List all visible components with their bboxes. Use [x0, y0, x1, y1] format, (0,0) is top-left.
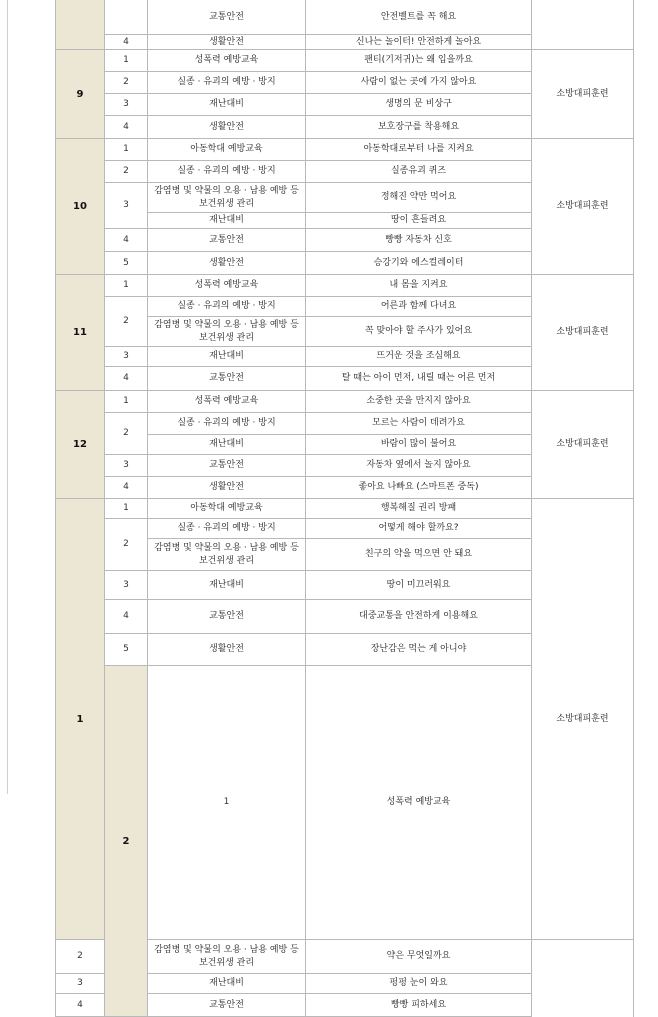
- education-area: 성폭력 예방교육: [148, 391, 306, 413]
- education-area: 감염병 및 약물의 오용 · 남용 예방 등 보건위생 관리: [148, 539, 306, 571]
- education-area: 실종 · 유괴의 예방 · 방지: [148, 519, 306, 539]
- education-topic: 신나는 놀이터! 안전하게 놀아요: [306, 35, 532, 50]
- drill-cell: [532, 0, 634, 50]
- education-topic: 땅이 미끄러워요: [306, 571, 532, 600]
- education-topic: 뜨거운 것을 조심해요: [306, 347, 532, 367]
- table-row: [56, 139, 634, 161]
- drill-cell: 소방대피훈련: [532, 50, 634, 139]
- education-area: 재난대비: [148, 571, 306, 600]
- education-area: 교통안전: [148, 0, 306, 35]
- education-topic: 대중교통을 안전하게 이용해요: [306, 600, 532, 634]
- education-topic: 안전벨트를 꼭 해요: [306, 0, 532, 35]
- week-number: 1: [105, 499, 148, 519]
- week-number: 2: [105, 297, 148, 347]
- education-topic: 꼭 맞아야 할 주사가 있어요: [306, 317, 532, 347]
- table-row: [56, 275, 634, 297]
- week-number: 1: [105, 139, 148, 161]
- education-area: 생활안전: [148, 634, 306, 666]
- education-topic: 승강기와 에스컬레이터: [306, 252, 532, 275]
- education-topic: 탈 때는 아이 먼저, 내릴 때는 어른 먼저: [306, 367, 532, 391]
- education-area: 실종 · 유괴의 예방 · 방지: [148, 413, 306, 435]
- week-number: 4: [105, 600, 148, 634]
- education-topic: 사람이 없는 곳에 가지 않아요: [306, 72, 532, 94]
- education-area: 성폭력 예방교육: [148, 50, 306, 72]
- education-topic: 행복해질 권리 방패: [306, 499, 532, 519]
- education-topic: 실종유괴 퀴즈: [306, 161, 532, 183]
- table-row: [56, 0, 634, 35]
- education-area: 교통안전: [148, 994, 306, 1017]
- week-number: 2: [105, 413, 148, 455]
- education-area: 생활안전: [148, 252, 306, 275]
- education-topic: 약은 무엇일까요: [306, 940, 532, 974]
- education-topic: 아동학대로부터 나를 지켜요: [306, 139, 532, 161]
- education-topic: 친구의 약을 먹으면 안 돼요: [306, 539, 532, 571]
- education-area: 교통안전: [148, 600, 306, 634]
- week-number: 3: [105, 571, 148, 600]
- education-topic: 장난감은 먹는 게 아니야: [306, 634, 532, 666]
- week-number: 4: [105, 35, 148, 50]
- month-cell: 9: [56, 50, 105, 139]
- education-area: 아동학대 예방교육: [148, 499, 306, 519]
- week-number: 1: [105, 50, 148, 72]
- education-area: 재난대비: [148, 213, 306, 229]
- education-topic: 생명의 문 비상구: [306, 94, 532, 116]
- table-row: [56, 391, 634, 413]
- education-area: 생활안전: [148, 35, 306, 50]
- week-number: 4: [56, 994, 105, 1017]
- education-topic: 정해진 약만 먹어요: [306, 183, 532, 213]
- education-topic: 팬티(기저귀)는 왜 입을까요: [306, 50, 532, 72]
- week-number: 4: [105, 229, 148, 252]
- week-number: 3: [105, 347, 148, 367]
- education-topic: 모르는 사람이 데려가요: [306, 413, 532, 435]
- week-number: 4: [105, 367, 148, 391]
- drill-cell: 소방대피훈련: [532, 391, 634, 499]
- education-area: 감염병 및 약물의 오용 · 남용 예방 등 보건위생 관리: [148, 183, 306, 213]
- week-number: 3: [105, 94, 148, 116]
- education-topic: 좋아요 나빠요 (스마트폰 중독): [306, 477, 532, 499]
- education-area: 교통안전: [148, 229, 306, 252]
- week-number: 3: [56, 974, 105, 994]
- education-topic: 어른과 함께 다녀요: [306, 297, 532, 317]
- table-row: [56, 499, 634, 519]
- drill-cell: 소방대피훈련: [532, 499, 634, 940]
- education-topic: 펑펑 눈이 와요: [306, 974, 532, 994]
- education-topic: 내 몸을 지켜요: [306, 275, 532, 297]
- education-topic: 빵빵 자동차 신호: [306, 229, 532, 252]
- education-topic: 땅이 흔들려요: [306, 213, 532, 229]
- drill-cell: 소방대피훈련: [532, 139, 634, 275]
- education-area: 실종 · 유괴의 예방 · 방지: [148, 72, 306, 94]
- education-area: 재난대비: [148, 94, 306, 116]
- month-cell: 11: [56, 275, 105, 391]
- education-topic: 소중한 곳을 만지지 않아요: [306, 391, 532, 413]
- education-area: 감염병 및 약물의 오용 · 남용 예방 등 보건위생 관리: [148, 317, 306, 347]
- month-cell: 10: [56, 139, 105, 275]
- education-area: 실종 · 유괴의 예방 · 방지: [148, 297, 306, 317]
- table-row: [56, 50, 634, 72]
- page-edge-line: [7, 0, 8, 794]
- week-number: 2: [105, 161, 148, 183]
- week-number: 4: [105, 477, 148, 499]
- education-area: 아동학대 예방교육: [148, 139, 306, 161]
- education-area: 생활안전: [148, 477, 306, 499]
- education-area: 재난대비: [148, 974, 306, 994]
- education-topic: 바람이 많이 불어요: [306, 435, 532, 455]
- week-number: 1: [148, 666, 306, 940]
- week-number: 2: [105, 519, 148, 571]
- education-topic: 빵빵 피하세요: [306, 994, 532, 1017]
- week-number: 1: [105, 391, 148, 413]
- week-number: 5: [105, 252, 148, 275]
- safety-education-schedule-table: [55, 0, 634, 1017]
- week-number: 3: [105, 455, 148, 477]
- education-area: 성폭력 예방교육: [148, 275, 306, 297]
- month-cell: 12: [56, 391, 105, 499]
- week-number: 5: [105, 634, 148, 666]
- education-area: 감염병 및 약물의 오용 · 남용 예방 등 보건위생 관리: [148, 940, 306, 974]
- education-topic: 어떻게 해야 할까요?: [306, 519, 532, 539]
- education-area: 실종 · 유괴의 예방 · 방지: [148, 161, 306, 183]
- education-area: 교통안전: [148, 367, 306, 391]
- month-cell: [56, 0, 105, 50]
- education-area: 성폭력 예방교육: [306, 666, 532, 940]
- education-topic: 보호장구를 착용해요: [306, 116, 532, 139]
- week-number: 3: [105, 183, 148, 229]
- month-cell: 1: [56, 499, 105, 940]
- education-area: 교통안전: [148, 455, 306, 477]
- week-number: 1: [105, 275, 148, 297]
- education-area: 재난대비: [148, 435, 306, 455]
- education-topic: 자동차 옆에서 놀지 않아요: [306, 455, 532, 477]
- education-area: 생활안전: [148, 116, 306, 139]
- week-number: [105, 0, 148, 35]
- week-number: 2: [56, 940, 105, 974]
- month-cell: 2: [105, 666, 148, 1017]
- drill-cell: 소방대피훈련: [532, 275, 634, 391]
- week-number: 4: [105, 116, 148, 139]
- week-number: 2: [105, 72, 148, 94]
- education-area: 재난대비: [148, 347, 306, 367]
